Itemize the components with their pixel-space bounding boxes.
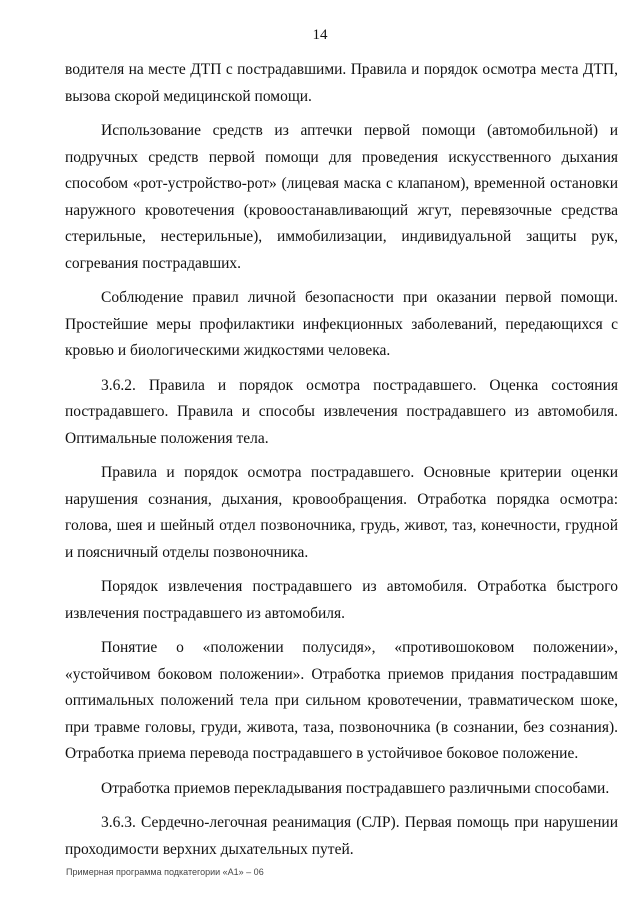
paragraph-personal-safety: Соблюдение правил личной безопасности при оказании первой помощи. Простейшие меры профилактики инфекционных заболеваний, передающихся с кровью и биологическими жидкостями человека.: [65, 289, 618, 359]
paragraph-extraction: Порядок извлечения пострадавшего из автомобиля. Отработка быстрого извлечения пострадавшего из автомобиля.: [65, 578, 618, 622]
paragraph-continuation: водителя на месте ДТП с пострадавшими. Правила и порядок осмотра места ДТП, вызова скорой медицинской помощи.: [65, 61, 618, 105]
paragraph-transfer: Отработка приемов перекладывания пострадавшего различными способами.: [101, 779, 610, 797]
paragraph-body-positions: Понятие о «положении полусидя», «противошоковом положении», «устойчивом боковом положении». Отработка приемов придания пострадавшим оптимальных положений тела при сильном кровотечении, травматическом шоке, при травме головы, груди, живота, таза, позвоночника (в сознании, без сознания). Отработка приема перевода пострадавшего в устойчивое боковое положение.: [65, 639, 618, 762]
paragraph-first-aid-kit: Использование средств из аптечки первой помощи (автомобильной) и подручных средств первой помощи для проведения искусственного дыхания способом «рот-устройство-рот» (лицевая маска с клапаном), временной остановки наружного кровотечения (кровоостанавливающий жгут, перевязочные средства стерильные, нестерильные), иммобилизации, индивидуальной защиты рук, согревания пострадавших.: [65, 122, 618, 272]
paragraph-section-3-6-2: 3.6.2. Правила и порядок осмотра пострадавшего. Оценка состояния пострадавшего. Правила и способы извлечения пострадавшего из автомобиля. Оптимальные положения тела.: [65, 376, 618, 447]
footer-program-note: Примерная программа подкатегории «A1» – 06: [66, 867, 264, 877]
paragraph-examination-rules: Правила и порядок осмотра пострадавшего. Основные критерии оценки нарушения сознания, дыхания, кровообращения. Отработка порядка осмотра: голова, шея и шейный отдел позвоночника, грудь, живот, таз, конечности, грудной и поясничный отделы позвоночника.: [65, 464, 618, 561]
paragraph-section-3-6-3: 3.6.3. Сердечно-легочная реанимация (СЛР). Первая помощь при нарушении проходимости верхних дыхательных путей.: [65, 814, 618, 858]
document-body: [65, 57, 618, 871]
page-number: 14: [312, 27, 328, 43]
